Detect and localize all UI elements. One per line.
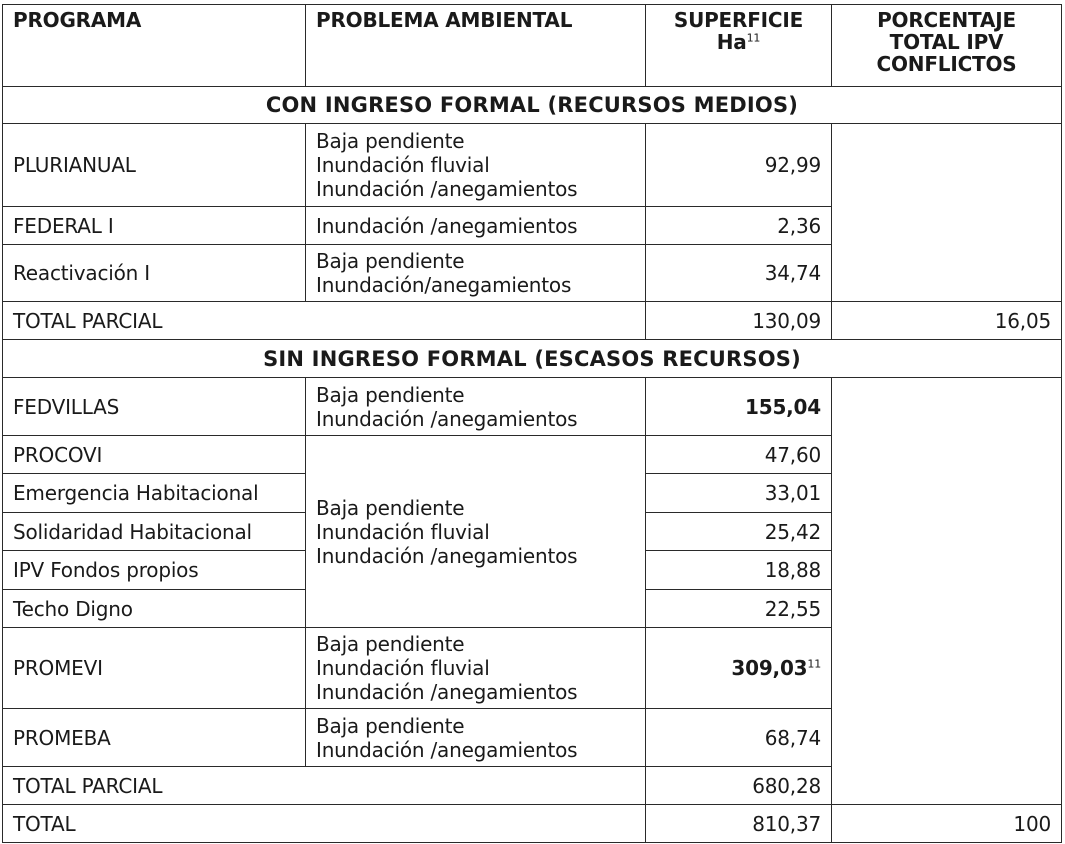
problema-line: Baja pendiente [316,495,465,520]
section-row-con-ingreso [3,87,1062,124]
table-row [3,124,1062,207]
superficie-cell: 22,55 [646,590,832,628]
programa-cell: PROMEVI [3,628,306,709]
superficie-value: 309,03 [731,656,808,680]
problema-line: Inundación /anegamientos [316,543,578,568]
problema-cell [306,709,646,767]
header-superficie-unit: Ha [716,30,747,54]
total-superficie: 810,37 [646,805,832,843]
problema-line: Baja pendiente [316,713,465,738]
problema-line: Inundación fluvial [316,519,490,544]
header-porcentaje-line2: TOTAL IPV [889,30,1004,54]
programa-cell: PLURIANUAL [3,124,306,207]
header-superficie-label: SUPERFICIE [673,8,804,32]
header-porcentaje-line1: PORCENTAJE [877,8,1016,32]
problema-line: Baja pendiente [316,632,465,656]
problema-line: Baja pendiente [316,249,465,273]
problema-line: Inundación /anegamientos [316,406,578,431]
programa-cell: PROMEBA [3,709,306,767]
superficie-cell: 47,60 [646,436,832,474]
programa-cell: FEDVILLAS [3,378,306,436]
problema-line: Inundación /anegamientos [316,737,578,762]
header-superficie-footnote: 11 [746,31,761,45]
subtotal-superficie: 130,09 [646,302,832,340]
header-porcentaje [832,5,1062,87]
superficie-cell: 2,36 [646,207,832,245]
programa-cell: Solidaridad Habitacional [3,513,306,551]
problema-line: Inundación/anegamientos [316,273,572,297]
problema-cell [306,207,646,245]
subtotal-porcentaje: 16,05 [832,302,1062,340]
superficie-cell: 25,42 [646,513,832,551]
superficie-cell: 33,01 [646,474,832,513]
total-porcentaje: 100 [832,805,1062,843]
superficie-cell: 68,74 [646,709,832,767]
programa-cell: Reactivación I [3,245,306,302]
porcentaje-empty-cell [832,124,1062,302]
problema-line: Inundación fluvial [316,153,490,177]
superficie-footnote: 11 [807,657,821,671]
programa-cell: Techo Digno [3,590,306,628]
section-row-sin-ingreso [3,340,1062,378]
superficie-cell: 155,04 [646,378,832,436]
header-programa: PROGRAMA [3,5,306,87]
problema-line: Inundación fluvial [316,656,490,680]
header-porcentaje-line3: CONFLICTOS [876,52,1017,76]
problema-cell [306,124,646,207]
header-problema-ambiental: PROBLEMA AMBIENTAL [306,5,646,87]
problema-cell [306,628,646,709]
superficie-cell: 92,99 [646,124,832,207]
table-row [3,378,1062,436]
superficie-cell: 34,74 [646,245,832,302]
header-row [3,5,1062,87]
problema-cell [306,378,646,436]
programa-cell: PROCOVI [3,436,306,474]
problema-line: Inundación /anegamientos [316,680,578,704]
programa-cell: FEDERAL I [3,207,306,245]
problema-line: Baja pendiente [316,129,465,153]
problema-cell [306,245,646,302]
total-label: TOTAL [3,805,646,843]
problema-group-cell [306,436,646,628]
subtotal-row [3,302,1062,340]
problema-line: Baja pendiente [316,382,465,407]
conflicts-table [2,4,1062,843]
porcentaje-empty-cell [832,378,1062,805]
programa-cell: IPV Fondos propios [3,551,306,590]
section-title: CON INGRESO FORMAL (RECURSOS MEDIOS) [3,87,1062,124]
problema-line: Inundación /anegamientos [316,177,578,201]
section-title: SIN INGRESO FORMAL (ESCASOS RECURSOS) [3,340,1062,378]
superficie-cell: 18,88 [646,551,832,590]
subtotal-label: TOTAL PARCIAL [3,302,646,340]
total-row [3,805,1062,843]
programa-cell: Emergencia Habitacional [3,474,306,513]
header-superficie [646,5,832,87]
subtotal-label: TOTAL PARCIAL [3,767,646,805]
superficie-cell [646,628,832,709]
subtotal-superficie: 680,28 [646,767,832,805]
problema-line: Inundación /anegamientos [316,213,578,238]
